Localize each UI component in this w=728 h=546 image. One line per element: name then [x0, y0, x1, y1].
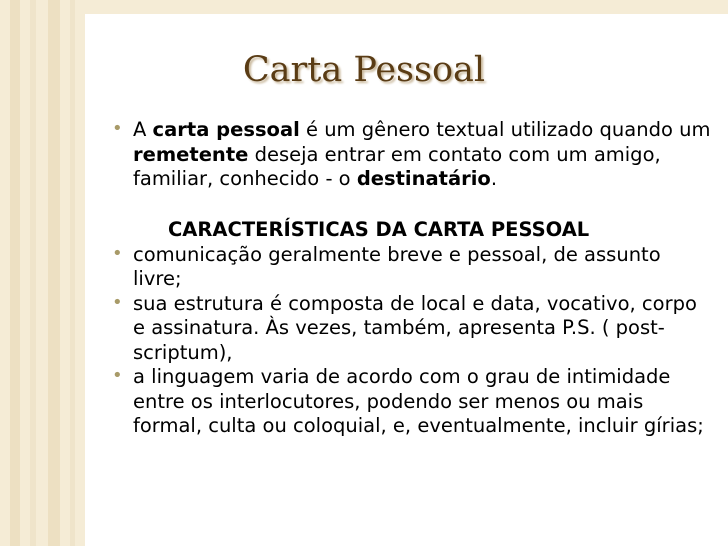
intro-text-1: A	[133, 118, 153, 141]
list-item	[112, 292, 712, 366]
list-item	[112, 243, 712, 292]
intro-term-carta-pessoal: carta pessoal	[152, 118, 300, 141]
bullet-intro	[112, 118, 712, 192]
list-item-text: a linguagem varia de acordo com o grau de intimidade entre os interlocutores, podendo ser menos ou mais formal, culta ou coloquial, e, eventualmente, incluir gírias;	[133, 365, 704, 437]
bullet-icon: •	[112, 118, 123, 139]
intro-term-destinatario: destinatário	[356, 167, 491, 190]
section-heading: CARACTERÍSTICAS DA CARTA PESSOAL	[168, 218, 590, 241]
bullet-icon: •	[112, 242, 123, 264]
slide-title: Carta Pessoal	[242, 50, 486, 90]
intro-term-remetente: remetente	[133, 142, 249, 166]
bullet-icon: •	[112, 291, 123, 313]
list-item-text: comunicação geralmente breve e pessoal, de assunto livre;	[133, 242, 661, 290]
intro-text-3: deseja entrar em contato com um amigo, familiar, conhecido - o	[133, 142, 661, 190]
bullet-icon: •	[112, 365, 123, 386]
intro-text-2: é um gênero textual utilizado quando um	[299, 118, 711, 141]
intro-text-4: .	[490, 167, 498, 190]
list-item	[112, 365, 712, 439]
spacer	[112, 192, 712, 217]
list-item-text: sua estrutura é composta de local e data, vocativo, corpo e assinatura. Às vezes, também, apresenta P.S. ( post-scriptum),	[133, 291, 697, 364]
slide-body	[112, 118, 712, 439]
decorative-top-band	[85, 0, 728, 14]
